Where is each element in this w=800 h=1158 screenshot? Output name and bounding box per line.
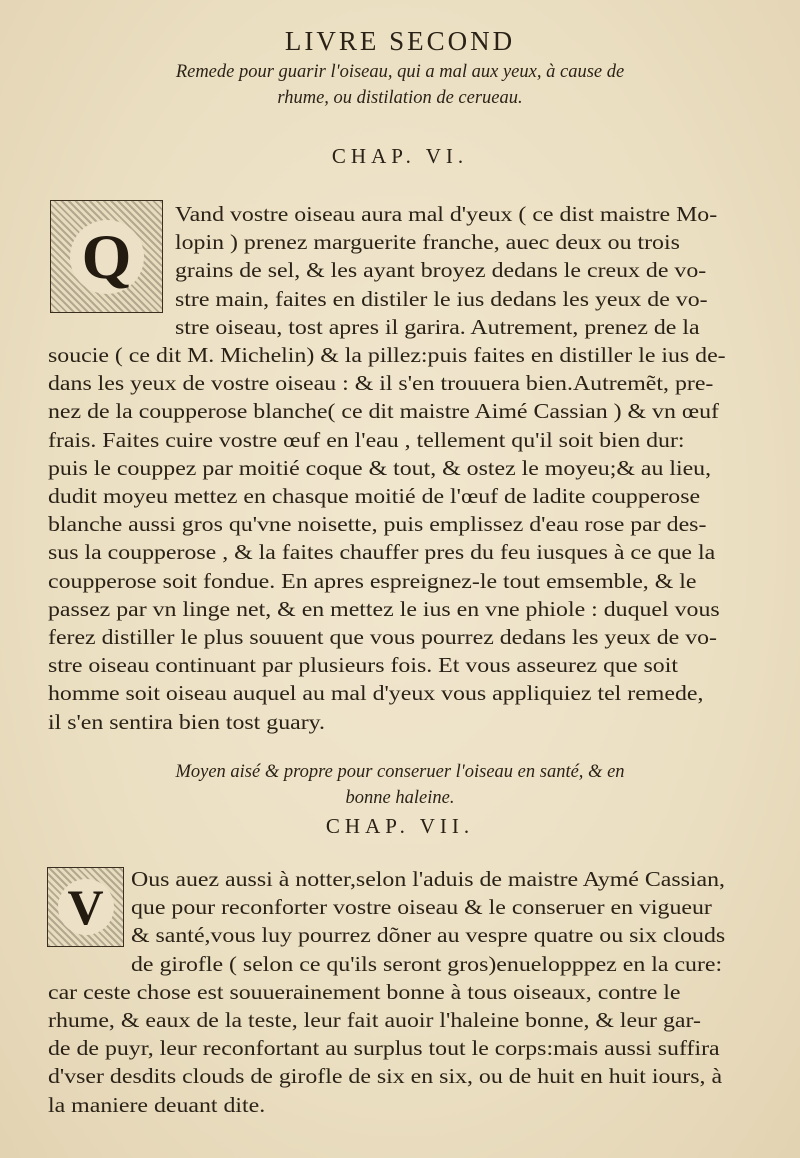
decorated-initial-q	[50, 200, 163, 313]
text-line: blanche aussi gros qu'vne noisette, puis emplissez d'eau rose par des-	[48, 512, 707, 537]
decorated-initial-v	[47, 867, 124, 947]
text-line: car ceste chose est souuerainement bonne à tous oiseaux, contre le	[48, 979, 681, 1004]
chapter-7-title-line-1: Moyen aisé & propre pour conseruer l'oiseau en santé, & en	[175, 762, 625, 782]
initial-letter: V	[58, 879, 114, 935]
text-line: frais. Faites cuire vostre œuf en l'eau , tellement qu'il soit bien dur:	[48, 427, 685, 452]
text-line: stre oiseau continuant par plusieurs fois. Et vous asseurez que soit	[48, 653, 678, 678]
text-line: de girofle ( selon ce qu'ils seront gros)enuelopppez en la cure:	[131, 951, 723, 976]
text-line: rhume, & eaux de la teste, leur fait auoir l'haleine bonne, & leur gar-	[48, 1008, 701, 1032]
text-line: nez de la coupperose blanche( ce dit maistre Aimé Cassian ) & vn œuf	[48, 399, 719, 424]
text-line: coupperose soit fondue. En apres espreignez-le tout emsemble, & le	[48, 568, 697, 593]
chapter-7-label: CHAP. VII.	[325, 814, 475, 838]
text-line: homme soit oiseau auquel au mal d'yeux vous appliquiez tel remede,	[48, 681, 704, 706]
text-line: la maniere deuant dite.	[48, 1092, 266, 1117]
chapter-6-label: CHAP. VI.	[331, 144, 469, 168]
text-line: de de puyr, leur reconfortant au surplus tout le corps:mais aussi suffira	[48, 1036, 720, 1061]
text-line: lopin ) prenez marguerite franche, auec deux ou trois	[175, 230, 680, 255]
text-line: Vand vostre oiseau aura mal d'yeux ( ce dist maistre Mo-	[175, 202, 718, 226]
chapter-7-title-line-2: bonne haleine.	[345, 788, 455, 808]
text-line: sus la coupperose , & la faites chauffer pres du feu iusques à ce que la	[48, 540, 716, 565]
text-line: que pour reconforter vostre oiseau & le conseruer en vigueur	[131, 895, 712, 920]
text-line: stre main, faites en distiler le ius dedans les yeux de vo-	[175, 286, 708, 311]
text-line: ferez distiller le plus souuent que vous pourrez dedans les yeux de vo-	[48, 625, 718, 649]
text-line: soucie ( ce dit M. Michelin) & la pillez:puis faites en distiller le ius de-	[48, 343, 726, 367]
text-line: d'vser desdits clouds de girofle de six en six, ou de huit en huit iours, à	[48, 1064, 723, 1089]
text-line: puis le couppez par moitié coque & tout, & ostez le moyeu;& au lieu,	[48, 455, 712, 480]
chapter-6-title-line-1: Remede pour guarir l'oiseau, qui a mal aux yeux, à cause de	[175, 62, 625, 82]
initial-letter: Q	[70, 220, 144, 294]
text-line: Ous auez aussi à notter,selon l'aduis de maistre Aymé Cassian,	[131, 867, 726, 891]
text-line: passez par vn linge net, & en mettez le ius en vne phiole : duquel vous	[48, 596, 720, 621]
running-head: LIVRE SECOND	[284, 26, 516, 56]
text-line: dudit moyeu mettez en chasque moitié de l'œuf de ladite coupperose	[48, 484, 701, 508]
text-line: & santé,vous luy pourrez dõner au vespre quatre ou six clouds	[131, 923, 726, 948]
text-line: grains de sel, & les ayant broyez dedans le creux de vo-	[175, 258, 707, 283]
text-line: stre oiseau, tost apres il garira. Autrement, prenez de la	[175, 314, 700, 339]
text-line: il s'en sentira bien tost guary.	[48, 709, 326, 734]
text-line: dans les yeux de vostre oiseau : & il s'en trouuera bien.Autremẽt, pre-	[48, 371, 714, 396]
chapter-6-title-line-2: rhume, ou distilation de cerueau.	[277, 88, 523, 108]
